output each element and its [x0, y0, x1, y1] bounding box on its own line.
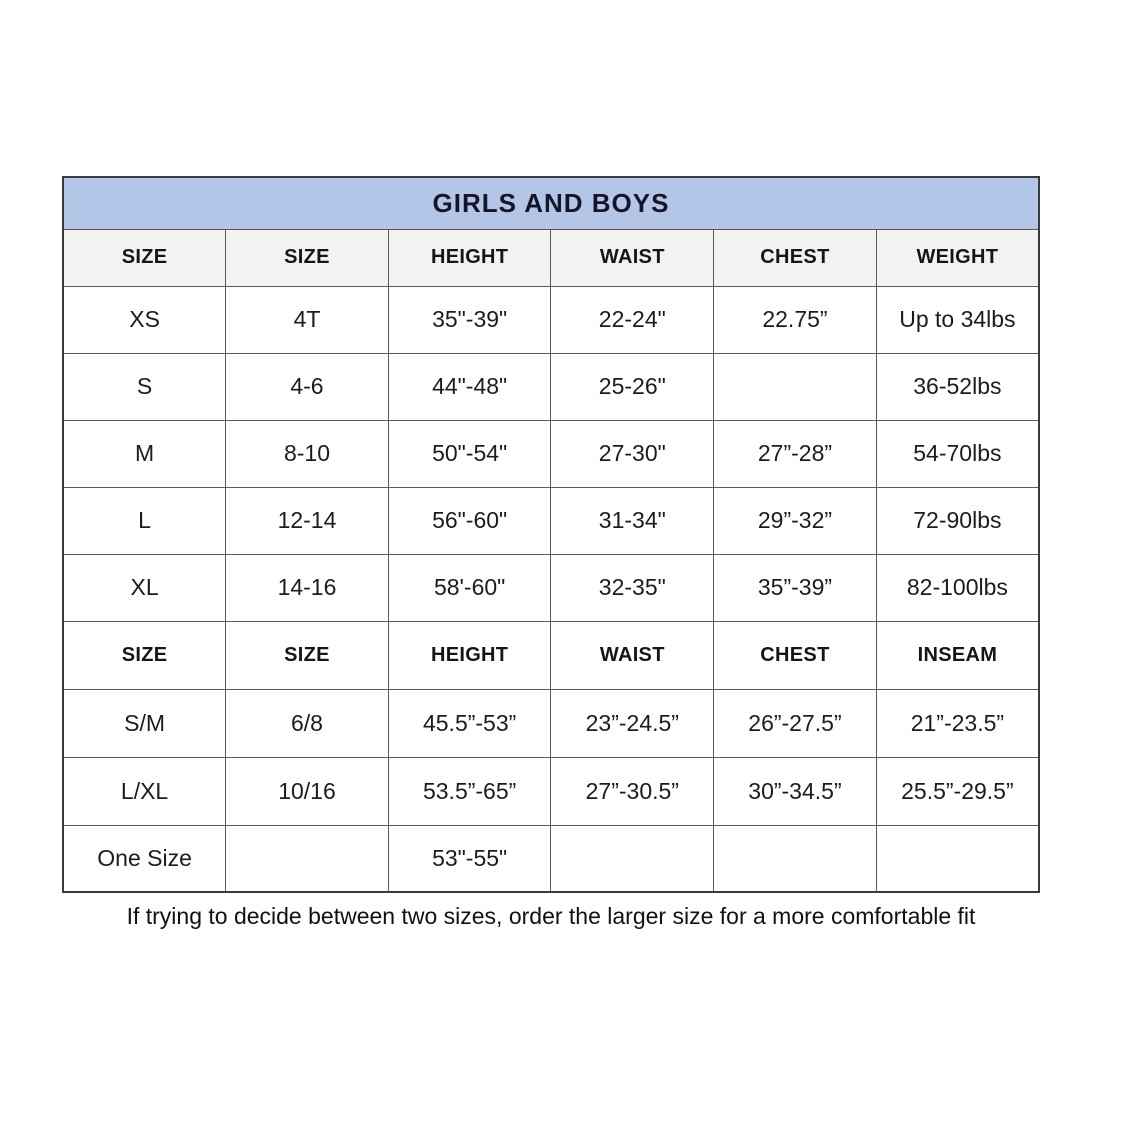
table-title-row: [63, 177, 1039, 229]
cell-height: 50"-54": [388, 420, 551, 487]
sizing-advice-note: If trying to decide between two sizes, order the larger size for a more comfortable fit: [126, 903, 976, 929]
cell-size-number: [226, 825, 389, 892]
cell-chest: 22.75”: [714, 286, 877, 353]
column-header-chest: CHEST: [714, 621, 877, 689]
cell-waist: 27-30": [551, 420, 714, 487]
cell-size-label: XS: [63, 286, 226, 353]
column-header-size-1: SIZE: [63, 621, 226, 689]
table-row-lxl: [63, 757, 1039, 825]
table-row-sm: [63, 689, 1039, 757]
cell-size-number: 12-14: [226, 487, 389, 554]
cell-inseam: 21”-23.5”: [876, 689, 1039, 757]
cell-waist: [551, 825, 714, 892]
table-row-l: [63, 487, 1039, 554]
cell-waist: 25-26": [551, 353, 714, 420]
cell-size-number: 10/16: [226, 757, 389, 825]
cell-waist: 31-34": [551, 487, 714, 554]
cell-weight: 54-70lbs: [876, 420, 1039, 487]
cell-waist: 27”-30.5”: [551, 757, 714, 825]
cell-height: 56"-60": [388, 487, 551, 554]
cell-weight: Up to 34lbs: [876, 286, 1039, 353]
table-row-one-size: [63, 825, 1039, 892]
cell-size-number: 6/8: [226, 689, 389, 757]
cell-waist: 23”-24.5”: [551, 689, 714, 757]
cell-height: 53"-55": [388, 825, 551, 892]
cell-chest: 35”-39”: [714, 554, 877, 621]
column-header-weight: WEIGHT: [876, 229, 1039, 286]
cell-height: 58'-60": [388, 554, 551, 621]
cell-size-number: 4T: [226, 286, 389, 353]
cell-size-label: S/M: [63, 689, 226, 757]
column-header-size-2: SIZE: [226, 229, 389, 286]
cell-size-number: 4-6: [226, 353, 389, 420]
cell-height: 45.5”-53”: [388, 689, 551, 757]
column-header-height: HEIGHT: [388, 621, 551, 689]
cell-height: 44"-48": [388, 353, 551, 420]
size-chart-table: [62, 176, 1040, 893]
cell-weight: 36-52lbs: [876, 353, 1039, 420]
cell-size-label: M: [63, 420, 226, 487]
cell-size-label: XL: [63, 554, 226, 621]
cell-waist: 22-24": [551, 286, 714, 353]
cell-chest: [714, 825, 877, 892]
cell-chest: 26”-27.5”: [714, 689, 877, 757]
column-header-waist: WAIST: [551, 229, 714, 286]
column-header-size-2: SIZE: [226, 621, 389, 689]
cell-chest: 29”-32”: [714, 487, 877, 554]
cell-waist: 32-35": [551, 554, 714, 621]
cell-chest: 30”-34.5”: [714, 757, 877, 825]
cell-height: 35"-39": [388, 286, 551, 353]
cell-size-number: 14-16: [226, 554, 389, 621]
cell-height: 53.5”-65”: [388, 757, 551, 825]
table-row-xl: [63, 554, 1039, 621]
column-header-height: HEIGHT: [388, 229, 551, 286]
column-header-size-1: SIZE: [63, 229, 226, 286]
cell-chest: [714, 353, 877, 420]
cell-size-label: L/XL: [63, 757, 226, 825]
table-row-s: [63, 353, 1039, 420]
cell-weight: 82-100lbs: [876, 554, 1039, 621]
column-header-waist: WAIST: [551, 621, 714, 689]
column-header-chest: CHEST: [714, 229, 877, 286]
cell-chest: 27”-28”: [714, 420, 877, 487]
table-title: GIRLS AND BOYS: [63, 177, 1039, 229]
table-row-xs: [63, 286, 1039, 353]
column-header-inseam: INSEAM: [876, 621, 1039, 689]
table-row-m: [63, 420, 1039, 487]
header-row-inseam-section: [63, 621, 1039, 689]
cell-inseam: [876, 825, 1039, 892]
header-row-weight-section: [63, 229, 1039, 286]
cell-size-label: One Size: [63, 825, 226, 892]
cell-size-label: L: [63, 487, 226, 554]
cell-inseam: 25.5”-29.5”: [876, 757, 1039, 825]
cell-weight: 72-90lbs: [876, 487, 1039, 554]
cell-size-label: S: [63, 353, 226, 420]
cell-size-number: 8-10: [226, 420, 389, 487]
